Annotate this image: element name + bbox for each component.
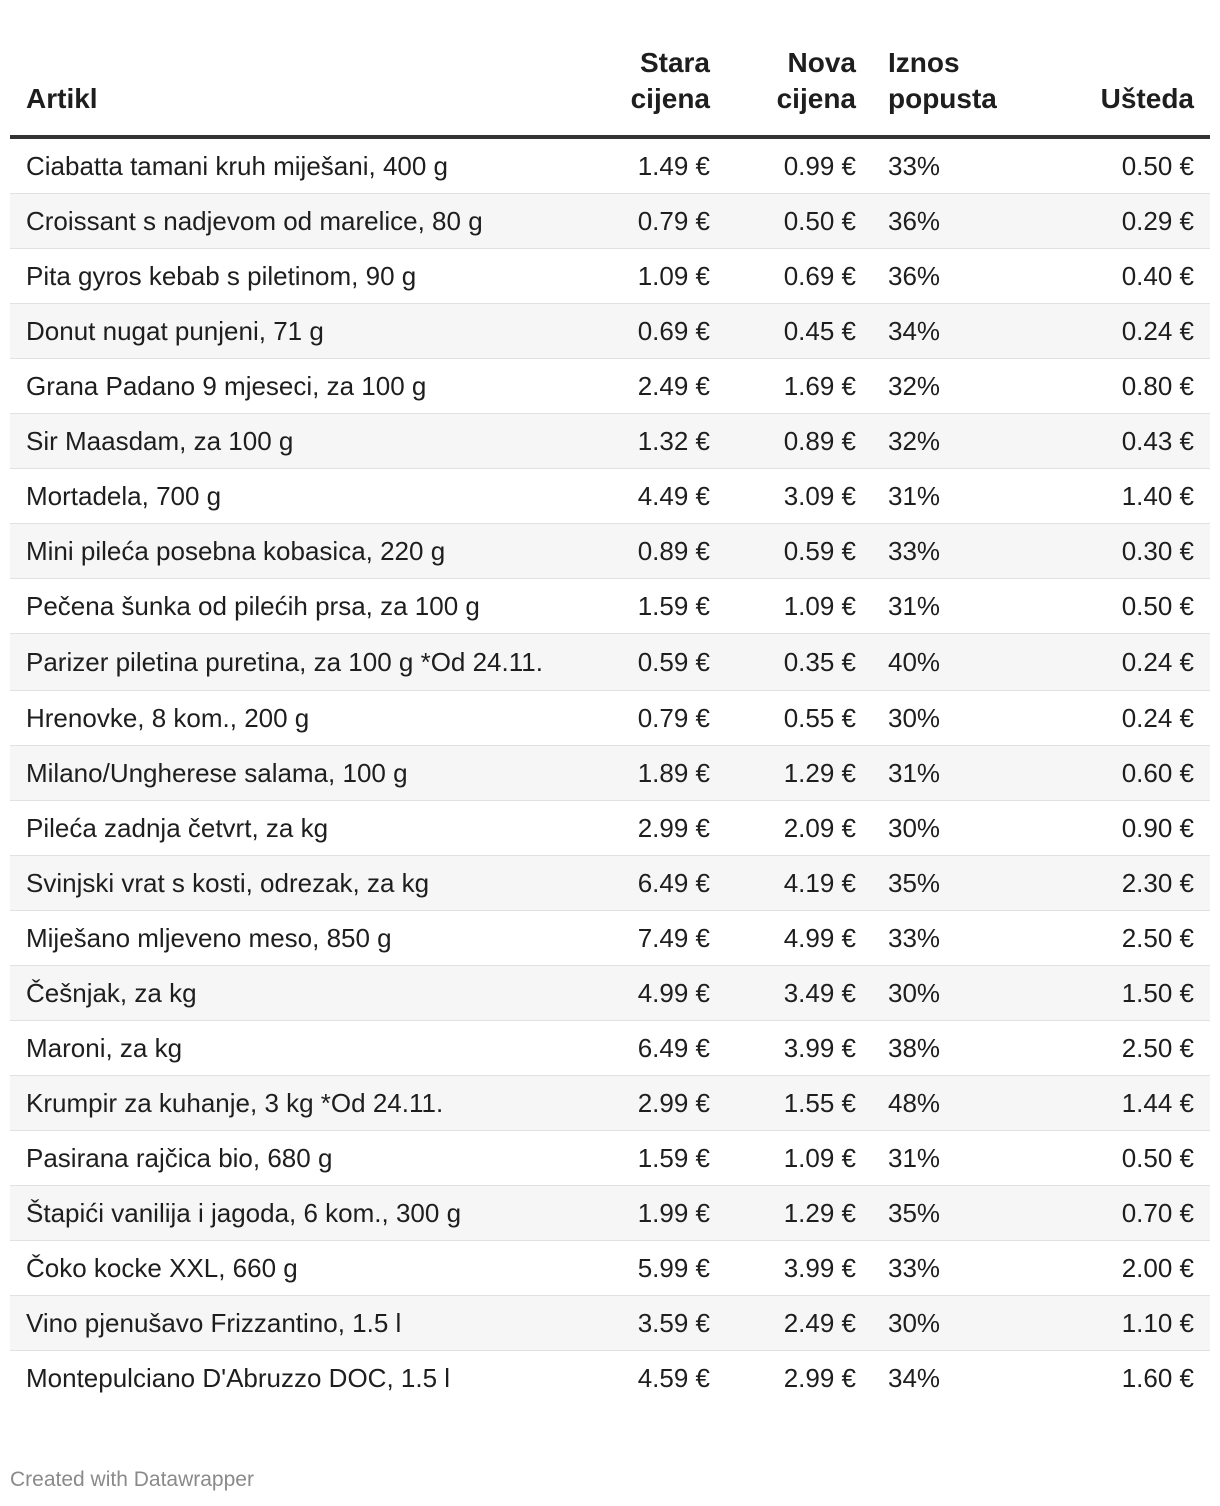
cell-saving: 2.00 € xyxy=(1022,1241,1210,1296)
cell-old-price: 1.59 € xyxy=(578,1131,726,1186)
table-body xyxy=(10,137,1210,1405)
header-saving-label: Ušteda xyxy=(1100,83,1194,114)
cell-saving: 0.50 € xyxy=(1022,1131,1210,1186)
header-saving[interactable] xyxy=(1022,0,1210,137)
cell-old-price: 0.79 € xyxy=(578,194,726,249)
cell-item: Grana Padano 9 mjeseci, za 100 g xyxy=(10,359,578,414)
cell-old-price: 5.99 € xyxy=(578,1241,726,1296)
cell-discount: 30% xyxy=(872,691,1022,746)
cell-new-price: 0.35 € xyxy=(726,634,872,691)
cell-discount: 30% xyxy=(872,801,1022,856)
table-row xyxy=(10,966,1210,1021)
header-old-price[interactable] xyxy=(578,0,726,137)
table-row xyxy=(10,1076,1210,1131)
table-row xyxy=(10,249,1210,304)
cell-item: Čoko kocke XXL, 660 g xyxy=(10,1241,578,1296)
cell-new-price: 2.49 € xyxy=(726,1296,872,1351)
price-table xyxy=(10,0,1210,1405)
cell-discount: 31% xyxy=(872,1131,1022,1186)
cell-saving: 1.50 € xyxy=(1022,966,1210,1021)
table-row xyxy=(10,1296,1210,1351)
header-discount[interactable] xyxy=(872,0,1022,137)
cell-new-price: 2.99 € xyxy=(783,1363,856,1393)
cell-new-price: 3.49 € xyxy=(726,966,872,1021)
cell-item: Milano/Ungherese salama, 100 g xyxy=(10,746,578,801)
cell-item: Mortadela, 700 g xyxy=(10,469,578,524)
cell-old-price: 1.49 € xyxy=(578,137,726,194)
cell-discount: 34% xyxy=(888,1363,941,1393)
table-row xyxy=(10,801,1210,856)
cell-item: Sir Maasdam, za 100 g xyxy=(10,414,578,469)
table-row xyxy=(10,1131,1210,1186)
cell-old-price: 2.99 € xyxy=(578,1076,726,1131)
cell-discount: 30% xyxy=(872,966,1022,1021)
cell-saving: 0.24 € xyxy=(1022,691,1210,746)
cell-item: Mini pileća posebna kobasica, 220 g xyxy=(10,524,578,579)
datawrapper-credit[interactable]: Created with Datawrapper xyxy=(10,1468,254,1491)
cell-new-price: 1.55 € xyxy=(726,1076,872,1131)
cell-new-price: 0.59 € xyxy=(726,524,872,579)
cell-discount: 31% xyxy=(872,579,1022,634)
header-discount-line2: popusta xyxy=(888,83,997,114)
cell-saving: 2.30 € xyxy=(1022,856,1210,911)
header-new-price[interactable] xyxy=(726,0,872,137)
cell-saving: 1.40 € xyxy=(1022,469,1210,524)
cell-old-price: 2.49 € xyxy=(578,359,726,414)
cell-new-price: 3.99 € xyxy=(726,1021,872,1076)
cell-discount: 34% xyxy=(872,304,1022,359)
cell-discount: 33% xyxy=(872,911,1022,966)
cell-saving: 0.24 € xyxy=(1022,304,1210,359)
cell-discount: 35% xyxy=(872,856,1022,911)
header-new-price-line2: cijena xyxy=(776,83,856,114)
table-row xyxy=(10,359,1210,414)
cell-new-price: 3.09 € xyxy=(726,469,872,524)
cell-discount: 38% xyxy=(872,1021,1022,1076)
cell-old-price: 2.99 € xyxy=(578,801,726,856)
cell-new-price: 1.09 € xyxy=(726,1131,872,1186)
cell-item: Croissant s nadjevom od marelice, 80 g xyxy=(10,194,578,249)
cell-discount: 32% xyxy=(872,359,1022,414)
cell-saving: 0.50 € xyxy=(1022,579,1210,634)
table-row xyxy=(10,469,1210,524)
cell-saving: 2.50 € xyxy=(1022,911,1210,966)
cell-item: Parizer piletina puretina, za 100 g *Od 24.11. xyxy=(10,634,578,691)
cell-saving: 2.50 € xyxy=(1022,1021,1210,1076)
cell-saving: 0.50 € xyxy=(1022,137,1210,194)
table-row xyxy=(10,746,1210,801)
table-row xyxy=(10,911,1210,966)
cell-new-price: 0.45 € xyxy=(726,304,872,359)
table-row xyxy=(10,691,1210,746)
cell-old-price: 1.99 € xyxy=(578,1186,726,1241)
cell-item: Pita gyros kebab s piletinom, 90 g xyxy=(10,249,578,304)
cell-discount: 40% xyxy=(872,634,1022,691)
cell-old-price: 0.79 € xyxy=(578,691,726,746)
cell-new-price: 1.09 € xyxy=(726,579,872,634)
cell-new-price: 0.69 € xyxy=(726,249,872,304)
cell-discount: 31% xyxy=(872,469,1022,524)
header-row xyxy=(10,0,1210,137)
table-row xyxy=(10,414,1210,469)
cell-discount: 48% xyxy=(872,1076,1022,1131)
table-header xyxy=(10,0,1210,137)
cell-item: Krumpir za kuhanje, 3 kg *Od 24.11. xyxy=(10,1076,578,1131)
cell-item: Štapići vanilija i jagoda, 6 kom., 300 g xyxy=(10,1186,578,1241)
table-row xyxy=(10,137,1210,194)
table-row xyxy=(10,856,1210,911)
cell-discount: 35% xyxy=(872,1186,1022,1241)
cell-new-price: 0.55 € xyxy=(726,691,872,746)
cell-saving: 0.70 € xyxy=(1022,1186,1210,1241)
cell-discount: 33% xyxy=(872,137,1022,194)
cell-discount: 36% xyxy=(872,194,1022,249)
cell-new-price: 4.19 € xyxy=(726,856,872,911)
cell-discount: 30% xyxy=(872,1296,1022,1351)
cell-item: Miješano mljeveno meso, 850 g xyxy=(10,911,578,966)
cell-item: Ciabatta tamani kruh miješani, 400 g xyxy=(10,137,578,194)
cell-new-price: 1.69 € xyxy=(726,359,872,414)
header-old-price-line2: cijena xyxy=(630,83,710,114)
header-old-price-line1: Stara xyxy=(639,47,710,78)
cell-item: Svinjski vrat s kosti, odrezak, za kg xyxy=(10,856,578,911)
cell-old-price: 3.59 € xyxy=(578,1296,726,1351)
cell-old-price: 1.89 € xyxy=(578,746,726,801)
cell-saving: 1.10 € xyxy=(1022,1296,1210,1351)
cell-item: Češnjak, za kg xyxy=(10,966,578,1021)
cell-new-price: 0.50 € xyxy=(726,194,872,249)
table-row xyxy=(10,1021,1210,1076)
cell-saving: 0.24 € xyxy=(1022,634,1210,691)
cell-old-price: 0.59 € xyxy=(578,634,726,691)
cell-old-price: 7.49 € xyxy=(578,911,726,966)
cell-saving: 0.80 € xyxy=(1022,359,1210,414)
cell-discount: 36% xyxy=(872,249,1022,304)
cell-saving: 0.90 € xyxy=(1022,801,1210,856)
table-row xyxy=(10,634,1210,691)
cell-saving: 0.40 € xyxy=(1022,249,1210,304)
table-row xyxy=(10,1351,1210,1406)
table-row xyxy=(10,194,1210,249)
cell-old-price: 6.49 € xyxy=(578,856,726,911)
cell-old-price: 4.59 € xyxy=(637,1363,710,1393)
header-item[interactable] xyxy=(10,0,578,137)
cell-item: Montepulciano D'Abruzzo DOC, 1.5 l xyxy=(26,1363,451,1393)
cell-discount: 33% xyxy=(872,1241,1022,1296)
cell-new-price: 1.29 € xyxy=(726,1186,872,1241)
table-row xyxy=(10,579,1210,634)
cell-discount: 33% xyxy=(872,524,1022,579)
table-row xyxy=(10,1186,1210,1241)
cell-old-price: 1.09 € xyxy=(578,249,726,304)
table-row xyxy=(10,1241,1210,1296)
cell-item: Vino pjenušavo Frizzantino, 1.5 l xyxy=(10,1296,578,1351)
cell-saving: 0.30 € xyxy=(1022,524,1210,579)
cell-item: Pečena šunka od pilećih prsa, za 100 g xyxy=(10,579,578,634)
cell-old-price: 1.32 € xyxy=(578,414,726,469)
price-table-container xyxy=(10,0,1210,1405)
cell-item: Donut nugat punjeni, 71 g xyxy=(10,304,578,359)
cell-old-price: 4.99 € xyxy=(578,966,726,1021)
cell-saving: 0.29 € xyxy=(1022,194,1210,249)
header-discount-line1: Iznos xyxy=(888,47,960,78)
cell-new-price: 3.99 € xyxy=(726,1241,872,1296)
cell-item: Pasirana rajčica bio, 680 g xyxy=(10,1131,578,1186)
cell-item: Pileća zadnja četvrt, za kg xyxy=(10,801,578,856)
cell-old-price: 4.49 € xyxy=(578,469,726,524)
cell-new-price: 0.89 € xyxy=(726,414,872,469)
cell-saving: 1.44 € xyxy=(1022,1076,1210,1131)
cell-old-price: 6.49 € xyxy=(578,1021,726,1076)
cell-new-price: 0.99 € xyxy=(726,137,872,194)
cell-discount: 31% xyxy=(872,746,1022,801)
cell-item: Hrenovke, 8 kom., 200 g xyxy=(10,691,578,746)
cell-old-price: 1.59 € xyxy=(578,579,726,634)
cell-saving: 0.43 € xyxy=(1022,414,1210,469)
cell-new-price: 1.29 € xyxy=(726,746,872,801)
table-row xyxy=(10,304,1210,359)
table-row xyxy=(10,524,1210,579)
cell-item: Maroni, za kg xyxy=(10,1021,578,1076)
cell-saving: 0.60 € xyxy=(1022,746,1210,801)
cell-new-price: 2.09 € xyxy=(726,801,872,856)
cell-new-price: 4.99 € xyxy=(726,911,872,966)
header-item-label: Artikl xyxy=(26,83,98,114)
cell-old-price: 0.89 € xyxy=(578,524,726,579)
cell-discount: 32% xyxy=(872,414,1022,469)
cell-old-price: 0.69 € xyxy=(578,304,726,359)
header-new-price-line1: Nova xyxy=(787,47,856,78)
cell-saving: 1.60 € xyxy=(1121,1363,1194,1393)
